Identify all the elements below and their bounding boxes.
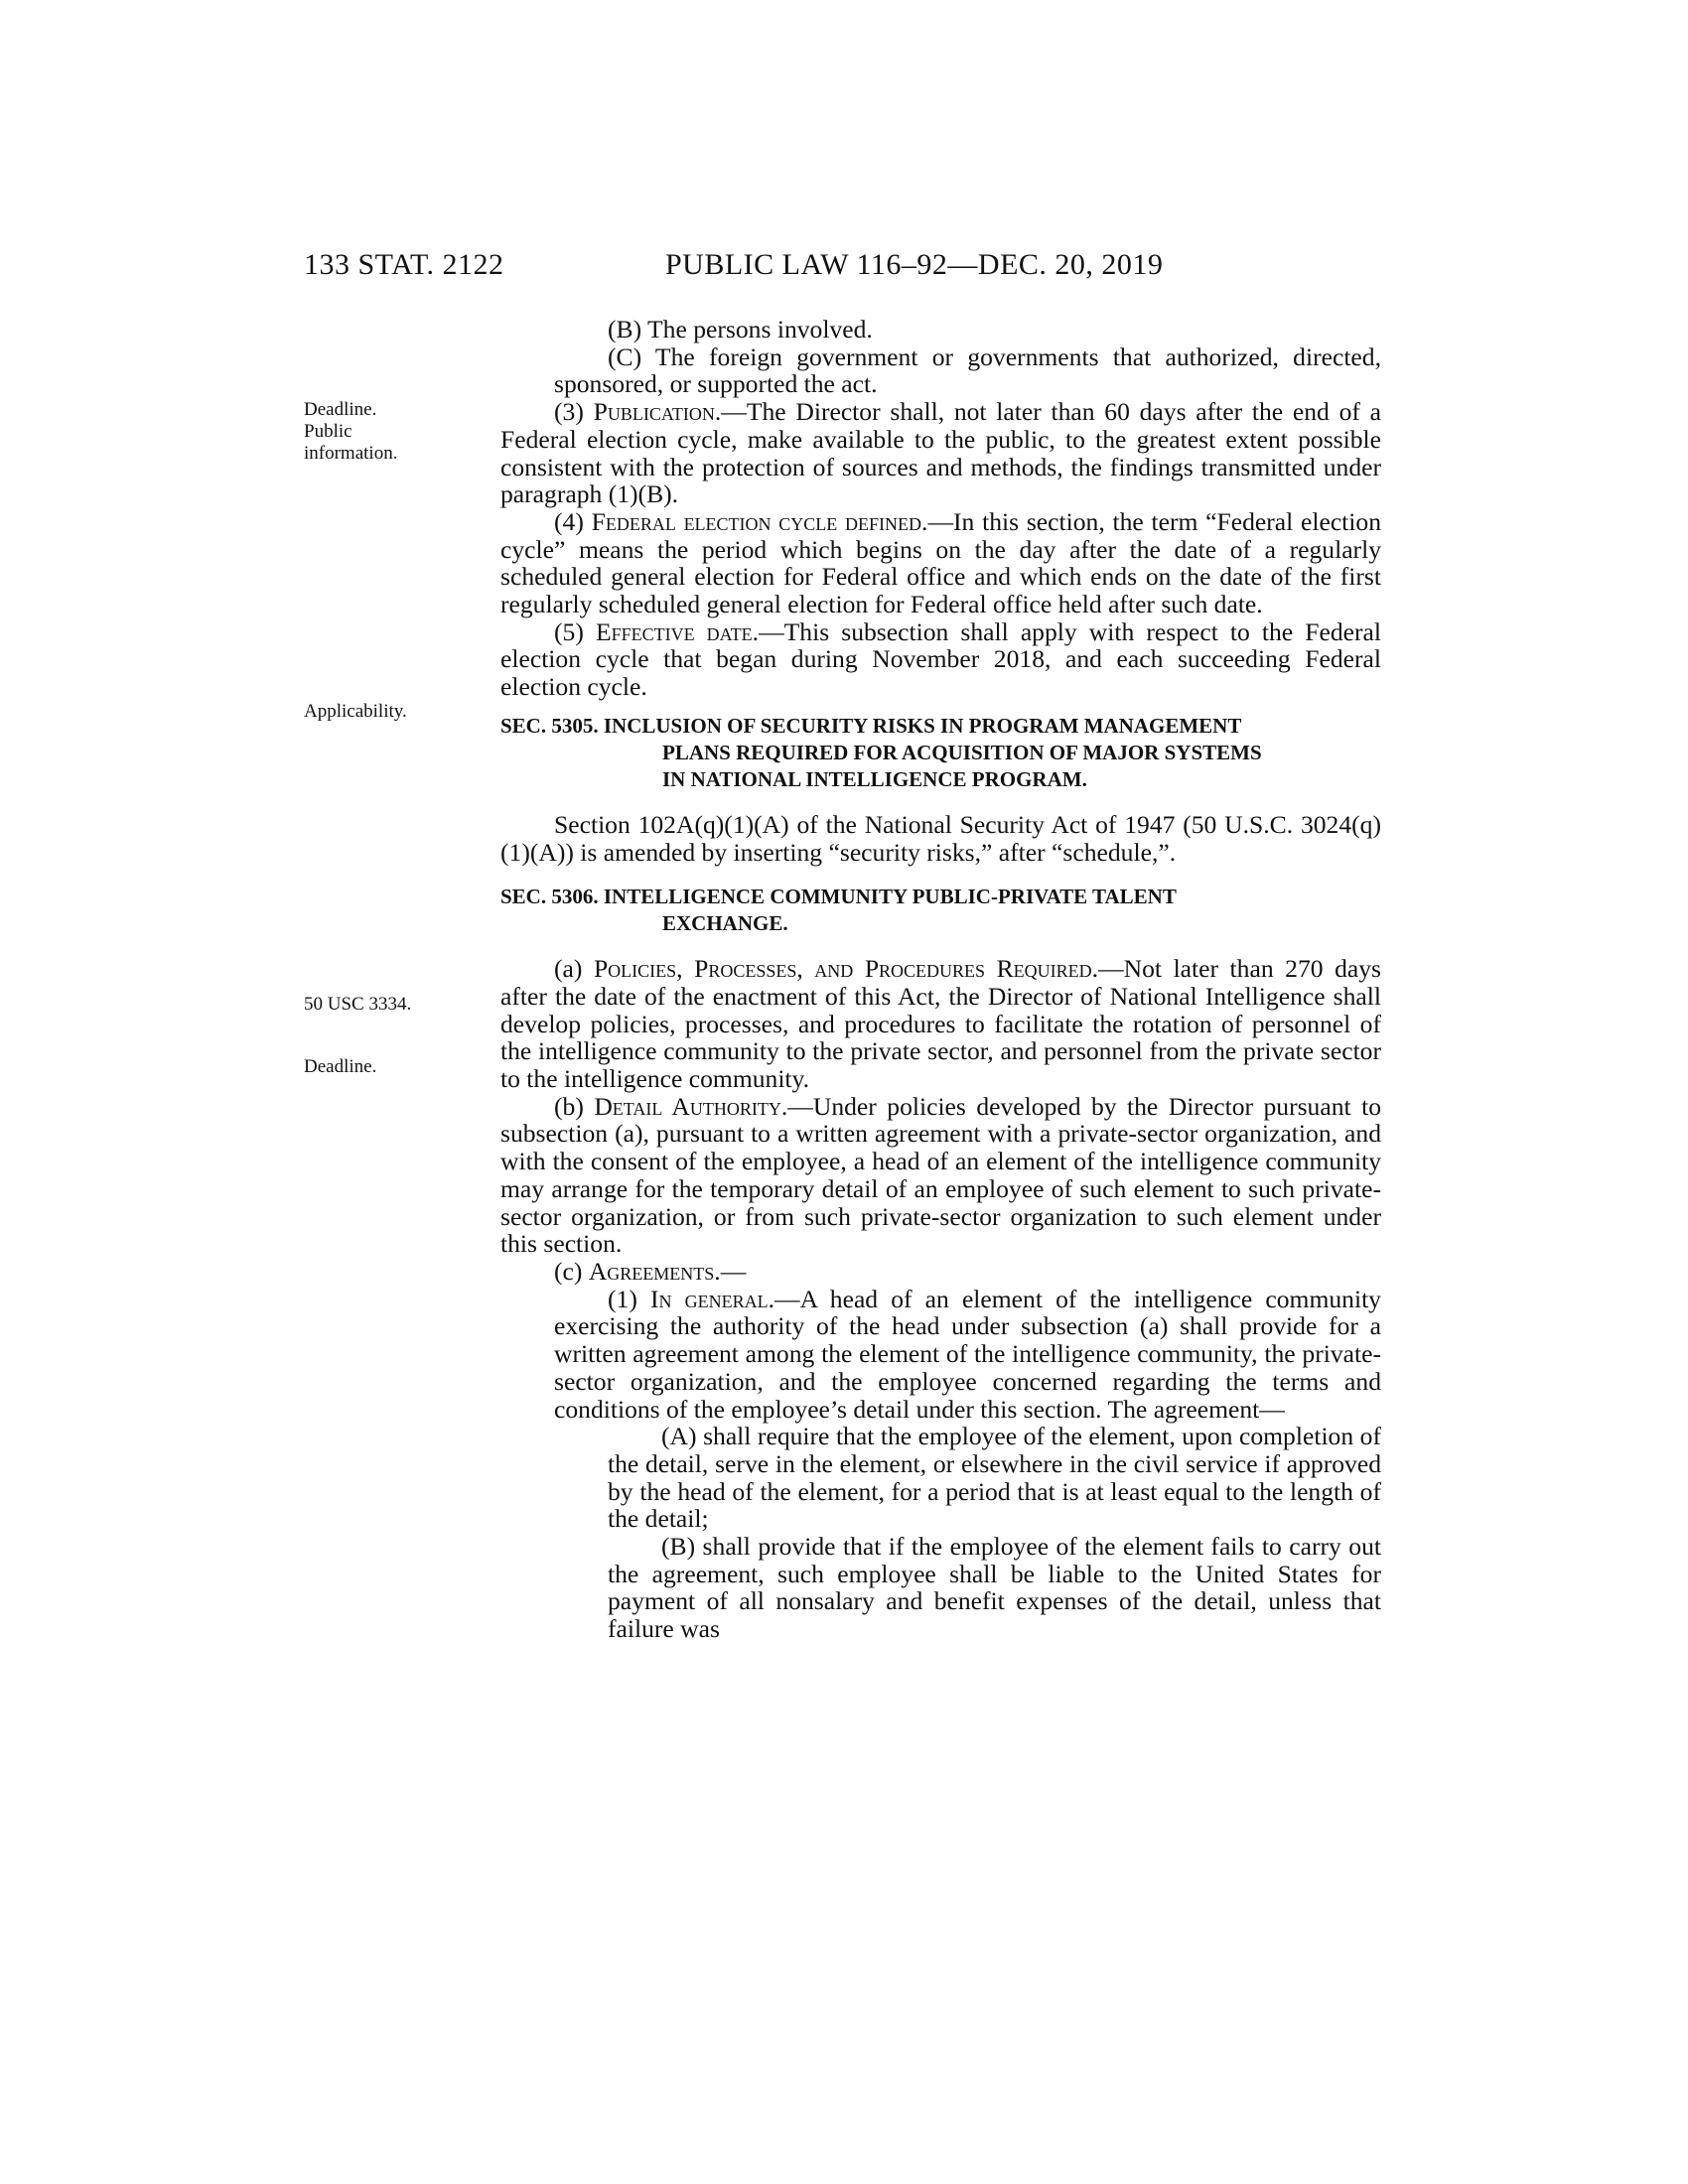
para-4-number: (4) bbox=[554, 506, 584, 536]
main-text-column bbox=[500, 316, 1381, 1643]
para-5-number: (5) bbox=[554, 616, 584, 646]
para-b-text: .—Under policies developed by the Director pursuant to subsection (a), pursuant to a written agreement with a private-sector organization, and with the consent of the employee, a head of an element of the intelligence community may arrange for the temporary detail of an employee of such element to such private-sector organization, or from such private-sector organization to such element under this section. bbox=[500, 1091, 1381, 1259]
margin-note-usc: 50 USC 3334. bbox=[304, 994, 412, 1015]
para-5-heading: Effective date bbox=[595, 616, 753, 646]
para-4-heading: Federal election cycle defined bbox=[591, 506, 922, 536]
section-5305-heading-line1: SEC. 5305. INCLUSION OF SECURITY RISKS IN PROGRAM MANAGEMENT bbox=[500, 713, 1242, 738]
para-c-foreign: (C) The foreign government or governments that authorized, directed, sponsored, or supported the act. bbox=[554, 341, 1381, 399]
para-c1-in-general bbox=[500, 1286, 1381, 1424]
para-a-number: (a) bbox=[554, 954, 583, 984]
para-b-number: (b) bbox=[554, 1091, 584, 1121]
para-3-publication bbox=[500, 398, 1381, 508]
para-5-text: .—This subsection shall apply with respect to the Federal election cycle that began during November 2018, and each succeeding Federal election cycle. bbox=[500, 616, 1382, 702]
para-c-heading: Agreements bbox=[588, 1256, 715, 1286]
para-4-cycle-defined bbox=[500, 508, 1381, 618]
section-5305-text: Section 102A(q)(1)(A) of the National Security Act of 1947 (50 U.S.C. 3024(q)(1)(A)) is amended by inserting “security risks,” after “schedule,”. bbox=[500, 809, 1381, 867]
para-a-policies bbox=[500, 955, 1381, 1093]
para-b-detail-authority bbox=[500, 1093, 1381, 1258]
section-5306-heading-line1: SEC. 5306. INTELLIGENCE COMMUNITY PUBLIC-PRIVATE TALENT bbox=[500, 885, 1177, 909]
page-citation: 133 STAT. 2122 bbox=[304, 248, 504, 281]
margin-note-information: information. bbox=[304, 443, 398, 464]
margin-note-deadline: Deadline. bbox=[304, 399, 377, 420]
para-3-heading: Publication bbox=[593, 397, 715, 427]
para-b-persons: (B) The persons involved. bbox=[608, 315, 873, 343]
para-c1-number: (1) bbox=[608, 1284, 637, 1313]
para-b-heading: Detail Authority bbox=[594, 1091, 781, 1121]
section-5305-heading bbox=[500, 713, 1381, 793]
para-c-number: (c) bbox=[554, 1256, 583, 1286]
margin-note-public: Public bbox=[304, 421, 352, 442]
para-a-text: .—Not later than 270 days after the date of the enactment of this Act, the Director of National Intelligence shall develop policies, processes, and procedures to facilitate the rotation of personnel of the intelligence community to the private sector, and personnel from the private sector to the intelligence community. bbox=[500, 954, 1381, 1094]
section-5305-heading-line3: IN NATIONAL INTELLIGENCE PROGRAM. bbox=[662, 766, 1087, 791]
para-c1-heading: In general bbox=[649, 1284, 769, 1313]
para-c1-b: (B) shall provide that if the employee of the element fails to carry out the agreement, such employee shall be liable to the United States for payment of all nonsalary and benefit expenses of the detail, unless that failure was bbox=[608, 1532, 1381, 1644]
para-3-text: .—The Director shall, not later than 60 days after the end of a Federal election cycle, make available to the public, to the greatest extent possible consistent with the protection of sources and methods, the findings transmitted under paragraph (1)(B). bbox=[500, 397, 1381, 509]
para-a-heading: Policies, Processes, and Procedures Required bbox=[593, 954, 1092, 984]
running-head: PUBLIC LAW 116–92—DEC. 20, 2019 bbox=[665, 248, 1164, 281]
section-5306-heading-line2: EXCHANGE. bbox=[662, 911, 788, 936]
para-c-text: .— bbox=[714, 1256, 747, 1286]
para-c1-a: (A) shall require that the employee of the element, upon completion of the detail, serve in the element, or elsewhere in the civil service if approved by the head of the element, for a period that is at least equal to the length of the detail; bbox=[608, 1422, 1381, 1534]
section-5306-heading bbox=[500, 884, 1381, 937]
para-c-agreements bbox=[500, 1258, 1381, 1286]
para-5-effective-date bbox=[500, 618, 1381, 701]
para-4-text: .—In this section, the term “Federal election cycle” means the period which begins on the day after the date of a regularly scheduled general election for Federal office and which ends on the date of the first regularly scheduled general election for Federal office held after such date. bbox=[500, 506, 1381, 619]
margin-note-deadline-2: Deadline. bbox=[304, 1056, 377, 1077]
section-5305-heading-line2: PLANS REQUIRED FOR ACQUISITION OF MAJOR SYSTEMS bbox=[662, 740, 1262, 764]
para-c1-text: .—A head of an element of the intelligence community exercising the authority of the head under subsection (a) shall provide for a written agreement among the element of the intelligence community, the private-sector organization, and the employee concerned regarding the terms and conditions of the employee’s detail under this section. The agreement— bbox=[554, 1284, 1381, 1424]
margin-note-applicability: Applicability. bbox=[304, 701, 407, 722]
para-3-number: (3) bbox=[554, 397, 584, 427]
